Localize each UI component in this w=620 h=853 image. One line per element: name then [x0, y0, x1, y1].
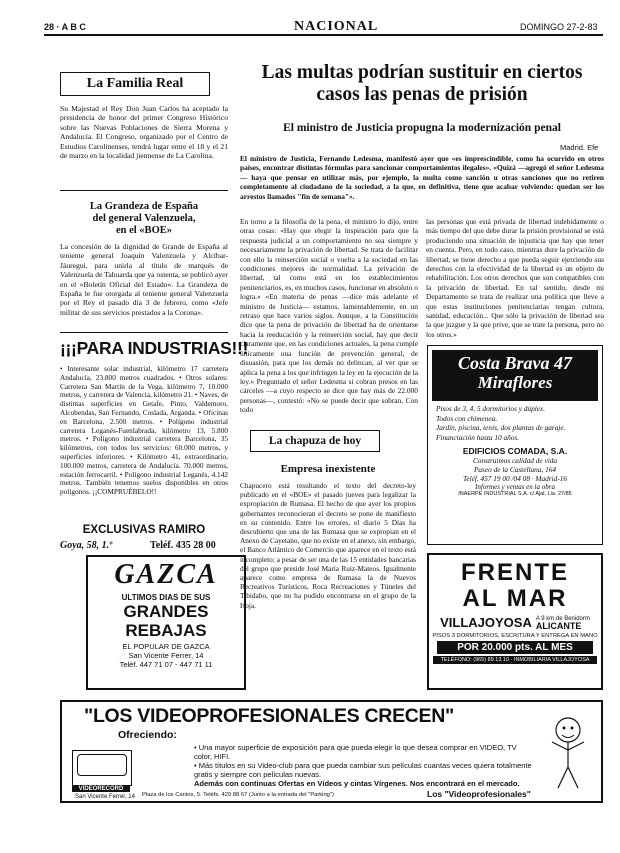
chapuza-body: Chapucero está resultando el texto del decreto-ley publicado en el «BOE» el pasado jueves para legalizar la expropiación de Rumasa. El hecho de que ayer los propios gobernantes reconocieran el decreto se pone de manifiesto en su contenido. Entre los errores, el diario 5 Días ha descubierto que una de las Rumasa que se expropian en el Anexo de Cayetano, que no existe en el anexo, sin embargo, el Banco Atlántico de Comercio que aparece en el texto está incompleto; a pesar de ser una de las 15 entidades bancarias del grupo que preside José María Ruiz-Mateos. Igualmente aparece como empresa de Rumasa la de Nuevos Recreativos Turísticos, Roca Recreaciones y Túneles del Tibidabo, que no ha podido encontrarse en el grupo de la Hoja. [240, 481, 416, 610]
main-headline [238, 62, 606, 106]
costa-brava-feature: Financiación hasta 10 años. [436, 432, 520, 442]
frente-near-block [536, 616, 590, 630]
video-item-text: Más títulos en su Video-club para que pueda cambiar sus películas cuantas veces quiera totalmente gratis y siempre con películas nuevas. [194, 761, 532, 779]
industrias-brand: EXCLUSIVAS RAMIRO [82, 524, 206, 536]
video-items [194, 743, 534, 788]
main-lead: El ministro de Justicia, Fernando Ledesma, manifestó ayer que «es imprescindible, como ha ocurrido en otros países, encontrar distintas fórmulas para sancionar comportamientos ilegales». «Quizá —agregó el señor Ledesma— haya que pensar en utilizar más, por ejemplo, la multa como sanción u otras sanciones que no retiren completamente al ciudadano de la sociedad, a la que, en definitiva, tiene que acabar volviendo: quedan ser los arrestos llamados "fin de semana"». [240, 154, 604, 201]
frente-line1: FRENTE [461, 559, 569, 586]
gazca-line1: ULTIMOS DIAS DE SUS [121, 593, 211, 602]
section-title: NACIONAL [294, 19, 379, 34]
main-headline-line: casos las penas de prisión [316, 84, 528, 105]
industrias-phone: Teléf. 435 28 00 [150, 540, 216, 551]
frente-price: POR 20.000 pts. AL MES [437, 641, 593, 654]
gazca-phone: Teléf. 447 71 07 - 447 71 11 [119, 660, 213, 669]
video-item: • Más títulos en su Video-club para que pueda cambiar sus películas cuantas veces quiera totalmente gratis y siempre con películas nuevas. [194, 761, 532, 779]
familia-real-box [60, 72, 210, 96]
divider [60, 190, 228, 191]
grandeza-heading [60, 201, 228, 237]
costa-brava-title: Costa Brava 47 [457, 353, 572, 373]
frente-town-row [429, 615, 601, 630]
grandeza-heading-line: en el «BOE» [115, 225, 172, 236]
video-footer: Plaza de los Cantos, 5. Teléfs. 429 88 67 (Junto a la entrada del "Parking") [142, 792, 334, 798]
frente-ad [427, 553, 603, 690]
main-headline-line: Las multas podrían sustituir en ciertos [261, 62, 583, 83]
frente-town: VILLAJOYOSA [440, 615, 532, 630]
frente-footer: TELÉFONO: (965) 89 13 10 · INMOBILIARIA VILLAJOYOSA [433, 656, 597, 664]
divider [60, 332, 228, 333]
costa-brava-footer: INAERPE INDUSTRIAL S.A. c/ Ajal, Lia. 27/85 [458, 491, 572, 497]
costa-brava-phone: Teléf. 457 19 00 /04 08 · Madrid-16 [462, 474, 568, 483]
costa-brava-ad [427, 345, 603, 545]
gazca-line3: REBAJAS [125, 621, 207, 640]
cartoon-figure-icon [540, 712, 596, 792]
main-col1: En torno a la filosofía de la pena, el ministro lo dijo, entre otras cosas: «Hay que elegir la inspiración para que la respuesta judicial a un comportamiento no sea siempre y necesariamente la privación de libertad. Se trata de facilitar con ello la reinserción social o vuelta a la sociedad en las condiciones mejores de normalidad. La privación de libertad, tal como está en los establecimientos penitenciarios, es, en muchos casos, funcionar en absoluto o logra.» «En materia de penas —dice más adelante el ministro de Justicia— estamos, lamentablemente, en un retraso que hace varios siglos. Aunque, a la Constitución dice que la pena de privación de libertad ha de orientarse hacia la reeducación y la reinserción social, hay que decir claramente que, en las condiciones actuales, la pena cumple únicamente una función de prevención general, de disuasión, para que los demás no delincan, al ver que se aplica la pena a los que infringen la ley en la ejecución de la ley.» Preguntado el señor Ledesma si cobran presos en las cárceles —a cuyo respecto se dice que hay más de 22.000 personas—, contestó: «No se puede decir que sobran. Con todo [240, 217, 418, 415]
video-headline: "LOS VIDEOPROFESIONALES CRECEN" [84, 705, 454, 727]
frente-town2: ALICANTE [535, 620, 582, 631]
gazca-ad [86, 555, 246, 690]
gazca-line4: EL POPULAR DE GAZCA [122, 642, 210, 651]
costa-brava-builder: EDIFICIOS COMADA, S.A. [462, 446, 568, 456]
page-label: 28 · A B C [44, 22, 86, 32]
video-ad [60, 700, 603, 803]
main-subheadline: El ministro de Justicia propugna la modernización penal [283, 122, 561, 134]
industrias-body: • Interesante solar industrial, kilómetro 17 carretera Andalucía, 23.800 metros cuadrados. • Otros solares: Carretera San Martín de la Vega, kilómetro 7, 10.000 metros, y carretera de Valencia, kilómetro 21. • Naves, de distintas superficies en Getafe, Pinto, Valdemoro, Alcobendas, San Fernando, Coslada, Arganda. • Oficinas en Barcelona, 2.500 metros. • Polígono industrial carretera Leganés-Fuenlabrada, kilómetro 13, 5.800 metros. • Polígono industrial carretera Barcelona, 35 kilómetros, con todos los servicios: 60.000 metros, y superficies inferiores. • Kilómetro 41, extraordinario, 100.000 metros, carretera de Andalucía. 70.000 metros, estación ferrocarril. • Polígono industrial Leganés, 4.142 metros. También tenemos suelos disponibles en otros polígonos. ¡¡COMPRUÉBELO!! [60, 364, 228, 497]
industrias-address: Goya, 58, 1.º [60, 540, 113, 551]
grandeza-body: La concesión de la dignidad de Grande de España al teniente general Joaquín Valenzuela y Alcíbar-Jáuregui, para unirla al título de marqués de Valenzuela de Tahuarda que ya ostenta, se publicó ayer en el «Boletín Oficial del Estado». La Grandeza de España le fue otorgada al teniente general Valenzuela por el Rey el pasado día 3 de febrero, como «Jefe militar de sus servicios prestados a la Corona». [60, 242, 228, 317]
page-date: DOMINGO 27-2-83 [520, 22, 598, 32]
video-address: San Vicente Ferrer, 14 [75, 794, 135, 800]
gazca-address: San Vicente Ferrer, 14 [128, 651, 204, 660]
video-signature: Los "Videoprofesionales" [427, 789, 531, 799]
chapuza-label: La chapuza de hoy [268, 435, 362, 447]
video-item: • Una mayor superficie de exposición para que pueda elegir lo que desea comprar en VIDEO, TV color, HIFI. [194, 743, 517, 761]
video-tv-icon [72, 750, 132, 786]
video-offering: Ofreciendo: [118, 729, 177, 741]
costa-brava-address: Paseo de la Castellana, 164 [473, 465, 557, 474]
grandeza-heading-line: La Grandeza de España [89, 201, 199, 212]
costa-brava-feature: Pisos de 3, 4, 5 dormitorios y dúplex. [436, 404, 546, 413]
costa-brava-tagline: Construimos calidad de vida [472, 456, 558, 465]
costa-brava-feature: Todos con chimenea. [436, 413, 498, 423]
main-col2: las personas que está privada de libertad indebidamente o más tiempo del que debe durar la prisión provisional se está produciendo una situación de injusticia que hay que tener en cuenta. Pero, en todo caso, mientras dure la privación de libertad, se tiene derecho a que pueda seguir ejerciendo sus derechos con la efectividad de la libertad es un objeto de rehabilitación. Los otros derechos que son compatibles con la privación de libertad. En tal sentido, desde mi Departamento se trata de realizar una política que lleve a que estas instituciones penitenciarias tengan cultura, sanidad, educación... Que sólo la privación de libertad sea la que juzgue y la que prive, que se trate la persona, pero no los otros.» [426, 217, 604, 339]
costa-brava-subtitle: Miraflores [477, 373, 553, 392]
costa-brava-note: Informes y ventas en la obra [475, 483, 555, 491]
chapuza-heading: Empresa inexistente [280, 463, 376, 475]
familia-real-heading: La Familia Real [86, 76, 184, 91]
main-dateline: Madrid. Efe [560, 143, 599, 152]
frente-line2: AL MAR [462, 585, 568, 612]
costa-brava-banner [432, 350, 598, 401]
video-item-text: Una mayor superficie de exposición para que pueda elegir lo que desea comprar en VIDEO, TV color, HIFI. [194, 743, 517, 761]
video-notice: Además con continuas Ofertas en Vídeos y cintas Vírgenes. Nos encontrará en el mercado. [194, 779, 520, 788]
tv-screen-icon [77, 754, 127, 776]
chapuza-box [250, 430, 380, 452]
video-logo: VIDEORECORD [72, 786, 130, 792]
frente-near: A 9 km de Benidorm [535, 615, 590, 622]
gazca-line2: GRANDES [123, 602, 209, 621]
gazca-logo: GAZCA [114, 559, 218, 590]
costa-brava-features [428, 405, 602, 442]
header-rule [44, 34, 603, 36]
grandeza-heading-line: del general Valenzuela, [92, 213, 196, 224]
industrias-headline: ¡¡¡PARA INDUSTRIAS!!! [60, 338, 249, 358]
familia-real-body: Su Majestad el Rey Don Juan Carlos ha aceptado la presidencia de honor del primer Congreso Histórico sobre las Nuevas Poblaciones de Sierra Morena y Andalucía. El Congreso, organizado por el Centro de Estudios Carolinenses, tendrá lugar entre el 18 y el 21 de marzo en la localidad jiennense de La Carolina. [60, 104, 228, 161]
costa-brava-feature: Jardín, piscina, tenis, dos plantas de garaje. [436, 423, 566, 432]
frente-desc: PISOS 3 DORMITORIOS, ESCRITURA Y ENTREGA EN MANO [432, 633, 598, 639]
